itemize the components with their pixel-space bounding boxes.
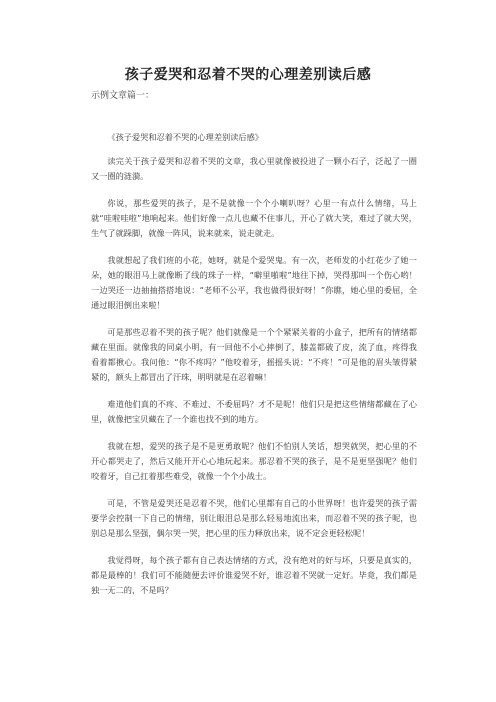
paragraph: 我就在想，爱哭的孩子是不是更勇敢呢？他们不怕别人笑话，想哭就哭，把心里的不开心都哭走了，然后又能开开心心地玩起来。那忍着不哭的孩子，是不是更坚强呢？他们咬着牙，自己扛着那些难受，就像一个个小战士。 [91,441,417,481]
document-body [91,130,417,610]
page-title: 孩子爱哭和忍着不哭的心理差别读后感 [124,67,372,83]
paragraph: 可是那些忍着不哭的孩子呢？他们就像是一个个紧紧关着的小盒子，把所有的情绪都藏在里面。就像我的同桌小明，有一回他不小心摔倒了，膝盖都破了皮，流了血，疼得我看着都揪心。我问他：“你不疼吗？”他咬着牙，摇摇头说：“不疼！”可是他的眉头皱得紧紧的，额头上都冒出了汗珠，明明就是在忍着嘛！ [91,327,417,382]
paragraph: 我就想起了我们班的小花，她呀，就是个爱哭鬼。有一次，老师发的小红花少了她一朵，她的眼泪马上就像断了线的珠子一样，“噼里啪啦”地往下掉，哭得那叫一个伤心哟！一边哭还一边抽抽搭搭地说：“老师不公平，我也做得很好呀！”你瞧，她心里的委屈，全通过眼泪倒出来啦！ [91,255,417,310]
paragraph: 我觉得呀，每个孩子都有自己表达情绪的方式，没有绝对的好与坏，只要是真实的，都是最棒的！我们可不能随便去评价谁爱哭不好，谁忍着不哭就一定好。毕竟，我们都是独一无二的，不是吗？ [91,555,417,595]
paragraph: 可是，不管是爱哭还是忍着不哭，他们心里都有自己的小世界呀！也许爱哭的孩子需要学会控制一下自己的情绪，别让眼泪总是那么轻易地流出来，而忍着不哭的孩子呢，也别总是那么坚强，偶尔哭一哭，把心里的压力释放出来，说不定会更轻松呢！ [91,498,417,538]
paragraph: 难道他们真的不疼、不难过、不委屈吗？才不是呢！他们只是把这些情绪都藏在了心里，就像把宝贝藏在了一个谁也找不到的地方。 [91,399,417,424]
paragraph: 读完关于孩子爱哭和忍着不哭的文章，我心里就像被投进了一颗小石子，泛起了一圈又一圈的涟漪。 [91,156,417,181]
paragraph: 你说，那些爱哭的孩子，是不是就像一个个小喇叭呀？心里一有点什么情绪，马上就“哇啦哇啦”地响起来。他们好像一点儿也藏不住事儿，开心了就大笑，难过了就大哭，生气了就跺脚，就像一阵风，说来就来，说走就走。 [91,198,417,238]
book-title: 《孩子爱哭和忍着不哭的心理差别读后感》 [107,132,263,142]
page-subtitle: 示例文章篇一： [91,91,155,101]
